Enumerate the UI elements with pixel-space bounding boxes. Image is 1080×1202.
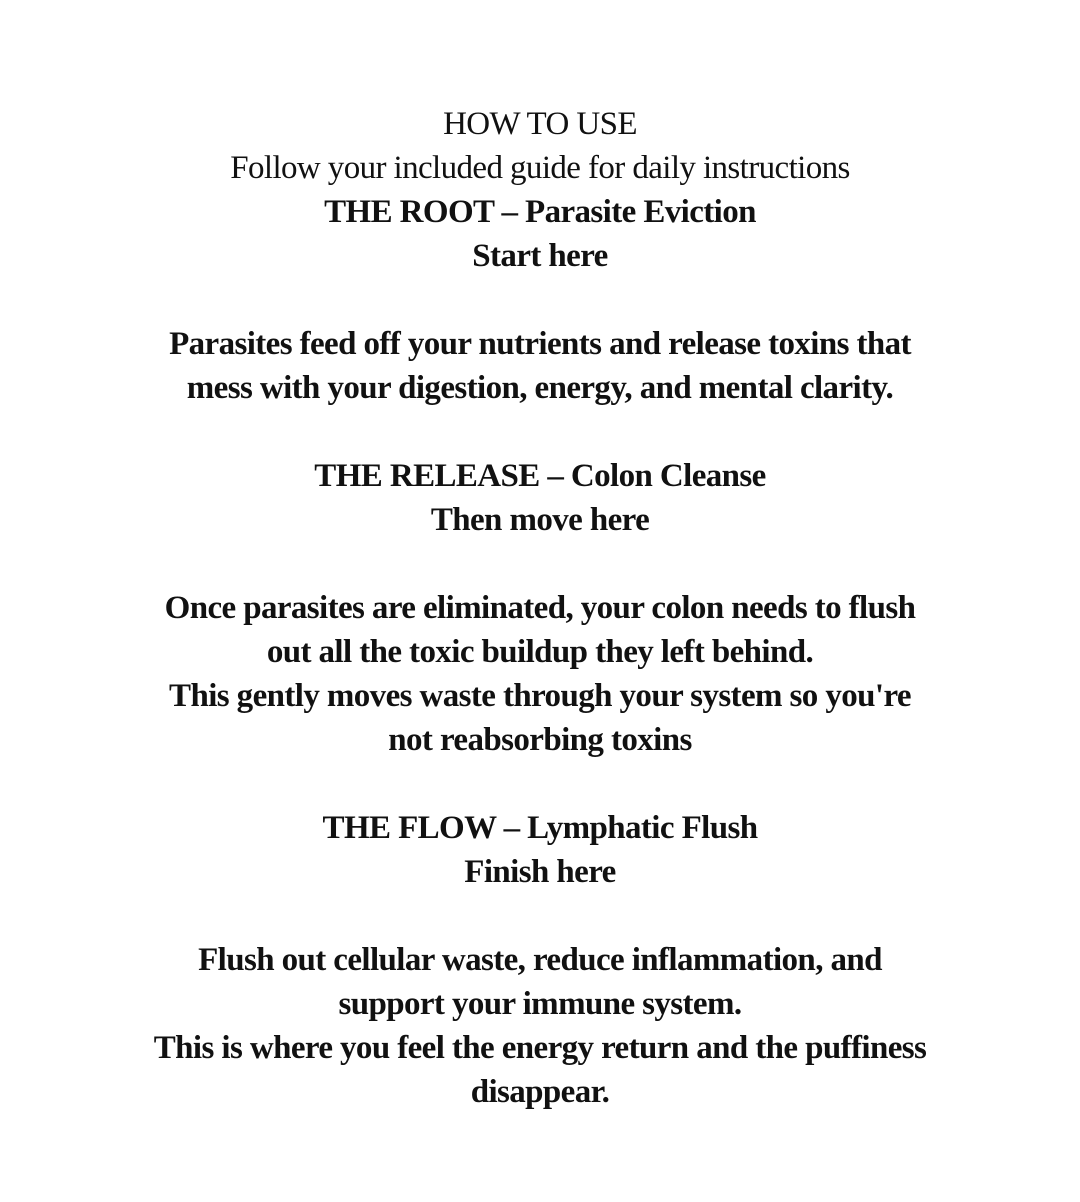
spacer xyxy=(0,278,1080,322)
section-heading: THE FLOW – Lymphatic Flush xyxy=(322,810,758,846)
section-body-line: mess with your digestion, energy, and mental clarity. xyxy=(186,370,894,406)
section-step-label: Finish here xyxy=(464,854,616,890)
how-to-use-document xyxy=(0,102,1080,1114)
spacer xyxy=(0,894,1080,938)
spacer xyxy=(0,410,1080,454)
section-body-line: Once parasites are eliminated, your colon needs to flush xyxy=(164,590,916,626)
section-the-release xyxy=(0,454,1080,762)
section-body-line: Parasites feed off your nutrients and release toxins that xyxy=(169,326,911,362)
section-heading: THE RELEASE – Colon Cleanse xyxy=(314,458,766,494)
section-body-line: not reabsorbing toxins xyxy=(388,722,692,758)
section-the-root xyxy=(0,190,1080,410)
section-step-label: Then move here xyxy=(430,502,650,538)
section-body-line: This is where you feel the energy return and the puffiness xyxy=(153,1030,927,1066)
section-heading: THE ROOT – Parasite Eviction xyxy=(324,194,756,230)
spacer xyxy=(0,762,1080,806)
section-body-line: out all the toxic buildup they left behind. xyxy=(266,634,814,670)
document-title: HOW TO USE xyxy=(443,106,637,142)
section-step-label: Start here xyxy=(472,238,608,274)
spacer xyxy=(0,542,1080,586)
document-subtitle: Follow your included guide for daily instructions xyxy=(230,150,850,186)
section-body-line: disappear. xyxy=(470,1074,610,1110)
section-the-flow xyxy=(0,806,1080,1114)
section-body-line: support your immune system. xyxy=(338,986,742,1022)
section-body-line: Flush out cellular waste, reduce inflammation, and xyxy=(198,942,882,978)
section-body-line: This gently moves waste through your system so you're xyxy=(169,678,911,714)
